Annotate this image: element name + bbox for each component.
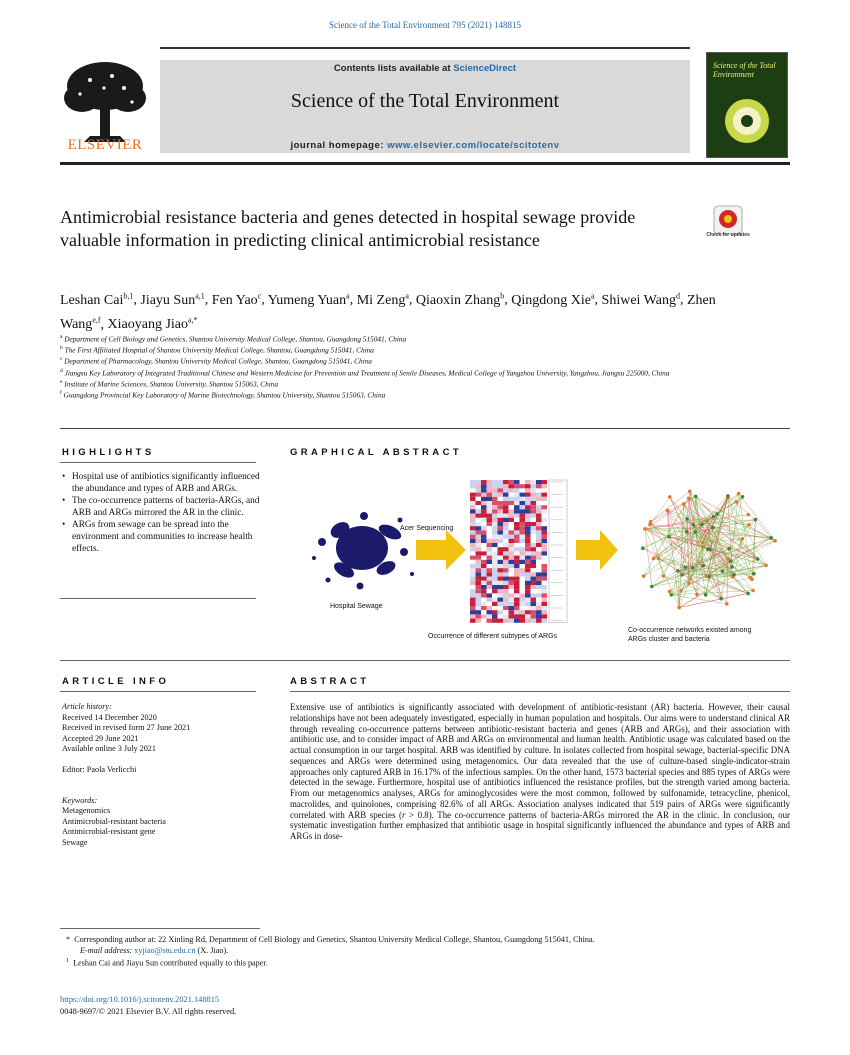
publisher-name: ELSEVIER xyxy=(67,137,143,153)
highlights-rule-bottom xyxy=(60,598,256,599)
keyword: Metagenomics xyxy=(62,806,111,816)
author-affiliation-marker: a xyxy=(346,291,350,300)
affiliation: $^d$ Jiangsu Key Laboratory of Integrated Traditional Chinese and Western Medicine for Prevention and Treatment of Senile Diseases, Medical College of Yangzhou University, Yangzhou, Jiangsu 225000, China xyxy=(60,367,670,378)
author-name: Mi Zeng$^a$ xyxy=(356,291,409,308)
doi-link[interactable]: https://doi.org/10.1016/j.scitotenv.2021.148815 xyxy=(60,995,220,1004)
abstract-body: Extensive use of antibiotics is significantly associated with development of antibiotic-resistant (AR) bacteria. However, their causal relationships have not been adequately investigated, especially in human population and hospitals. Our aims were to understand clinical AR through revealing co-occurrence patterns between antibiotic-resistant bacteria and genes (ARB and ARGs), and their association with antibiotic use, and to consider impact of ARB and ARGs on environmental and human health. Antibiotic usage was calculated based on the actual consumption in our target hospital. ARB was identified by culture. In isolates collected from hospital sewage, bacterial-specific DNA sequences and ARGs were determined using metagenomics. Our data revealed that the use of culture-based single-indicator-strain approaches only captured ARB in 16.17% of the infectious samples. On the other hand, 1573 bacterial species and 885 types of ARGs were detected in the sewage. Furthermore, hospital use of antibiotics influenced the resistance profiles, but the strength varied among bacteria. From our metagenomics analyses, ARGs for aminoglycosides were the most common, followed by sulfonamide, tetracycline, phenicol, macrolides, and quinolones, comprising 82.6% of all ARGs. Association analyses indicated that 519 pairs of ARGs were significantly correlated with ARB species (r > 0.8). The co-occurrence patterns of bacteria-ARGs mirrored the AR in the clinic. In conclusion, our systematic investigation further emphasized that antibiotic usage in hospital significantly influenced the abundance and types of ARB and ARGs in dose- xyxy=(290,702,790,841)
author-affiliation-marker: c xyxy=(257,291,262,300)
author-name: Qingdong Xie$^a$ xyxy=(511,291,595,308)
highlight-item: • The co-occurrence patterns of bacteria-ARGs, and ARB and ARGs mirrored the AR in the clinic. xyxy=(60,496,260,519)
graphical-abstract-figure xyxy=(300,470,790,650)
homepage-link[interactable]: www.elsevier.com/locate/scitotenv xyxy=(387,140,560,151)
contents-line: Contents lists available at ScienceDirect xyxy=(333,63,517,74)
journal-cover xyxy=(706,52,788,158)
author-affiliation-marker: e,f xyxy=(92,315,101,325)
keyword: Antimicrobial-resistant gene xyxy=(62,827,156,837)
accepted-date: Accepted 29 June 2021 xyxy=(62,733,139,743)
article-title: Antimicrobial resistance bacteria and genes detected in hospital sewage provide valuable information in predicting clinical antimicrobial resistance xyxy=(60,207,636,250)
ga-label-sewage: Hospital Sewage xyxy=(330,603,383,610)
email-note: E-mail address: xyjiao@stu.edu.cn (X. Jiao). xyxy=(80,946,229,955)
equal-contribution-note: $^1$ Leshan Cai and Jiayu Sun contributed equally to this paper. xyxy=(66,958,268,968)
author-affiliation-marker: a,* xyxy=(188,315,198,325)
keywords-label: Keywords: xyxy=(62,795,98,805)
check-for-updates-label: Check for updates xyxy=(706,232,750,238)
editor: Editor: Paola Verlicchi xyxy=(62,764,137,774)
author-affiliation-marker: b xyxy=(500,291,505,300)
highlights-heading: HIGHLIGHTS xyxy=(62,447,155,458)
journal-reference: Science of the Total Environment 795 (2021) 148815 xyxy=(329,20,521,30)
journal-homepage: journal homepage: www.elsevier.com/locate/scitotenv xyxy=(290,140,560,151)
cooccurrence-network xyxy=(641,489,777,609)
sciencedirect-link[interactable]: ScienceDirect xyxy=(453,63,517,74)
online-date: Available online 3 July 2021 xyxy=(62,744,156,754)
header-rule xyxy=(160,47,690,49)
ga-label-sequencing: Acer Sequencing xyxy=(400,525,454,532)
author-name: Leshan Cai$^{b,1}$ xyxy=(60,291,134,308)
journal-title: Science of the Total Environment xyxy=(290,90,560,112)
article-info-heading: ARTICLE INFO xyxy=(62,676,170,687)
article-info-rule xyxy=(60,691,256,692)
check-for-updates-icon[interactable] xyxy=(708,204,748,248)
footnotes xyxy=(60,934,790,969)
highlight-item: • Hospital use of antibiotics significantly influenced the abundance and types of ARB and ARGs. xyxy=(60,472,260,495)
author-name: Shiwei Wang$^d$ xyxy=(601,291,680,308)
ga-label-network-1: Co-occurrence networks existed among xyxy=(628,627,752,634)
arg-heatmap xyxy=(470,480,567,623)
author-affiliation-marker: a,1 xyxy=(195,291,205,300)
author-list: Leshan Cai$^{b,1}$, Jiayu Sun$^{a,1}$, Fen Yao$^c$, Yumeng Yuan$^a$, Mi Zeng$^a$, Qiaoxin Zhang$^b$, Qingdong Xie$^a$, Shiwei Wang$^d$, Zhen Wang$^{e,f}$, Xiaoyang Jiao$^{a,*}$ xyxy=(60,291,716,333)
affiliation: $^c$ Department of Pharmacology, Shantou University Medical College, Shantou, Guangdong 515041, China xyxy=(60,356,372,366)
article-info xyxy=(62,702,262,849)
keyword: Antimicrobial-resistant bacteria xyxy=(62,816,166,826)
corresponding-author-note: * Corresponding author at: 22 Xinling Rd, Department of Cell Biology and Genetics, Shantou University Medical College, Shantou, Guangdong 515041, China. xyxy=(66,935,595,944)
affiliation: $^e$ Institute of Marine Sciences, Shantou University, Shantou 515063, China xyxy=(60,378,279,389)
author-affiliation-marker: b,1 xyxy=(123,291,134,300)
arrow-right-icon xyxy=(416,530,466,570)
graphical-abstract-heading: GRAPHICAL ABSTRACT xyxy=(290,447,463,458)
affiliation-list xyxy=(60,333,795,400)
ga-label-occurrence: Occurrence of different subtypes of ARGs xyxy=(428,633,558,640)
highlights-rule xyxy=(60,462,256,463)
keyword: Sewage xyxy=(62,837,88,847)
author-affiliation-marker: a xyxy=(405,291,409,300)
highlight-item: • ARGs from sewage can be spread into the environment and communities to increase health effects. xyxy=(60,520,260,555)
abstract-rule xyxy=(290,691,790,692)
affiliation: $^f$ Guangdong Provincial Key Laboratory of Marine Biotechnology, Shantou University, Shantou 515063, China xyxy=(60,390,386,400)
author-name: Zhen Wang$^{e,f}$ xyxy=(60,292,716,333)
section-divider xyxy=(60,428,790,429)
author-name: Yumeng Yuan$^a$ xyxy=(267,291,350,308)
affiliation: $^b$ The First Affiliated Hospital of Shantou University Medical College, Shantou, Guangdong 515041, China xyxy=(60,345,374,355)
author-name: Fen Yao$^c$ xyxy=(211,291,262,308)
section-divider-2 xyxy=(60,660,790,661)
author-affiliation-marker: d xyxy=(676,291,680,300)
arrow-right-icon-2 xyxy=(576,530,618,570)
cover-title: Science of the Total Environment xyxy=(713,61,776,79)
cover-globe-icon xyxy=(719,93,775,149)
email-link[interactable]: xyjiao@stu.edu.cn xyxy=(134,946,196,955)
author-affiliation-marker: a xyxy=(590,291,595,300)
highlights-list xyxy=(60,472,260,556)
abstract-heading: ABSTRACT xyxy=(290,676,370,687)
copyright: 0048-9697/© 2021 Elsevier B.V. All rights reserved. xyxy=(60,1007,237,1016)
affiliation: $^a$ Department of Cell Biology and Genetics, Shantou University Medical College, Shantou, Guangdong 515041, China xyxy=(60,334,407,344)
author-name: Qiaoxin Zhang$^b$ xyxy=(415,291,505,308)
footnote-rule xyxy=(60,928,260,929)
sewage-splat-icon xyxy=(312,512,414,590)
revised-date: Received in revised form 27 June 2021 xyxy=(62,723,191,733)
received-date: Received 14 December 2020 xyxy=(62,712,157,722)
ga-label-network-2: ARGs cluster and bacteria xyxy=(628,636,710,643)
author-name: Xiaoyang Jiao$^{a,*}$ xyxy=(107,315,198,333)
history-label: Article history: xyxy=(62,702,112,711)
author-name: Jiayu Sun$^{a,1}$ xyxy=(140,291,205,308)
header-rule-bottom xyxy=(60,162,790,165)
